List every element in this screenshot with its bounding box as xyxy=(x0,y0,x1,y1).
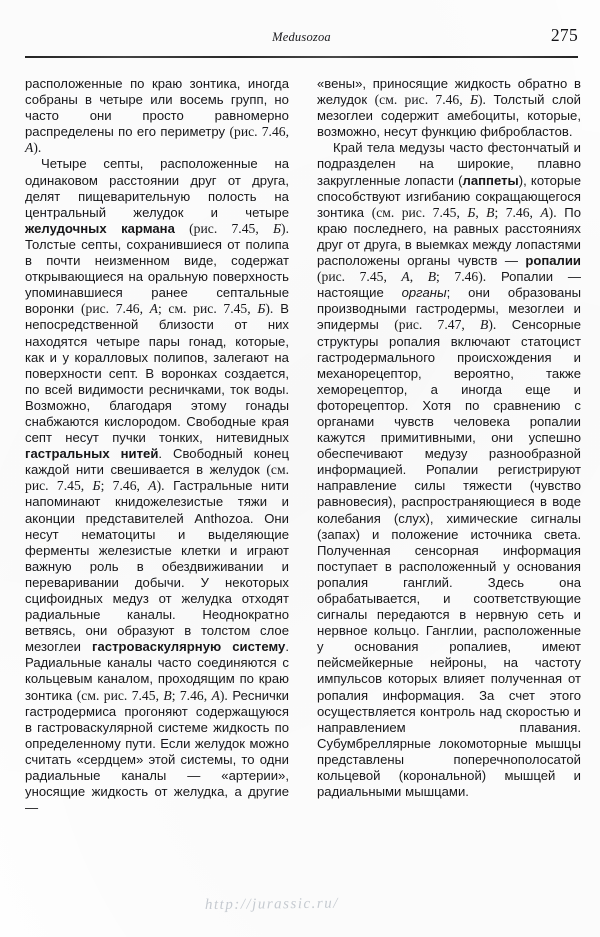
body-text: Край тела медузы часто фестончатый и подразделен на широкие, плавно закругленные лопасти ( xyxy=(317,140,581,188)
figure-reference-letter: В xyxy=(480,317,489,333)
figure-reference-letter: В xyxy=(163,687,172,703)
figure-reference: ). xyxy=(265,301,274,317)
paragraph xyxy=(317,140,581,800)
figure-reference: ; 7.46, xyxy=(171,687,212,703)
body-text: Ропалии — настоящие xyxy=(317,269,582,301)
running-head-title: Medusozoa xyxy=(272,30,331,44)
figure-reference: ; 7.46, xyxy=(494,204,541,220)
figure-reference-letter: В xyxy=(486,204,495,220)
figure-reference-letter: А xyxy=(211,687,220,703)
figure-reference: (рис. 7.46, xyxy=(229,124,289,140)
figure-reference: ). xyxy=(219,687,228,703)
running-head xyxy=(25,25,578,52)
figure-reference: (см. рис. 7.45, xyxy=(371,204,468,220)
figure-reference-letter: В xyxy=(427,269,437,285)
body-text: Гастральные нити напоминают книдожелезистые тяжи и аконции представителей Anthozoa. Они несут нематоциты и выделяющие ферменты железистые клетки и играют важную роль в обездвиживании и переваривании добычи. У некоторых сцифоидных медуз от желудка отходят радиальные каналы. Неоднократно ветвясь, они образуют в толстом слое мезоглеи xyxy=(25,478,289,655)
body-text: . Радиальные каналы часто соединяются с кольцевым каналом, проходящим по краю зонтика xyxy=(25,639,289,703)
figure-reference: ; см. рис. 7.45, xyxy=(157,301,258,317)
emphasis-bold: гастроваскулярную систему xyxy=(92,639,286,655)
figure-reference: ). xyxy=(478,92,486,108)
figure-reference: (рис. 7.45, xyxy=(174,220,273,236)
header-divider-rule xyxy=(25,56,578,58)
figure-reference: (см. рис. 7.46, xyxy=(374,92,470,108)
figure-reference-letter: Б xyxy=(92,478,101,494)
left-column xyxy=(25,76,289,816)
figure-reference-letter: А xyxy=(148,478,157,494)
figure-reference: (рис. 7.45, xyxy=(317,269,402,285)
right-column xyxy=(317,76,581,816)
figure-reference: ). xyxy=(33,140,42,156)
body-text: Толстый слой мезоглеи содержит амебоциты, которые, возможно, несут функцию фибробластов. xyxy=(317,92,581,140)
paragraph xyxy=(25,76,289,156)
figure-reference: ). xyxy=(281,220,289,236)
paragraph xyxy=(317,76,581,140)
body-text: По краю последнего, на равных расстояниях друг от друга, в выемках между лопастями расположены органы чувств — xyxy=(317,204,581,269)
emphasis-bold: гастральных нитей xyxy=(25,446,159,462)
body-text: . Свободный конец каждой нити свешивается в желудок xyxy=(25,446,289,478)
figure-reference: (см. рис. 7.45, xyxy=(25,462,289,494)
figure-reference: ). xyxy=(488,317,497,333)
emphasis-italic: органы xyxy=(401,285,447,301)
body-text: ), которые способствуют изгибанию сокращающегося зонтика xyxy=(317,172,581,220)
figure-reference: ; 7.46). xyxy=(436,269,487,285)
figure-reference-letter: Б xyxy=(469,92,478,108)
emphasis-bold: лаппеты xyxy=(462,172,519,188)
emphasis-bold: желудочных кармана xyxy=(25,220,175,236)
body-text: Сенсорные структуры ропалия включают статоцист гастродермального происхождения и механорецептор, вероятно, также хеморецептор, а иногда еще и фоторецептор. Хотя по сравнению с органами чувств человека ропалии кажутся примитивными, они успешно обеспечивают медузу разнообразной информацией. Ропалии регистрируют направление силы тяжести (чувство равновесия), распространяющиеся в воде колебания (слух), химические сигналы (запах) и положение источника света. Полученная сенсорная информация поступает в расположенный у основания ропалия ганглий. Здесь она обрабатывается, и соответствующие сигналы передаются в нервную сеть и нервное кольцо. Ганглии, расположенные у основания ропалиев, имеют пейсмейкерные нейроны, на частоту импульсов которых влияет полученная от ропалия информация. За счет этого осуществляется контроль над скоростью и направлением плавания. Субумбреллярные локомоторные мышцы представлены поперечнополосатой кольцевой (корональной) мышцей и радиальными мышцами. xyxy=(317,317,581,800)
figure-reference-letter: А xyxy=(25,140,34,156)
site-watermark: http://jurassic.ru/ xyxy=(204,895,339,914)
figure-reference-letter: Б xyxy=(272,220,282,236)
body-text: ; они образованы производными гастродермы, мезоглеи и эпидермы xyxy=(317,285,582,333)
figure-reference: (см. рис. 7.45, xyxy=(76,687,164,703)
body-text: расположенные по краю зонтика, иногда собраны в четыре или восемь групп, но часто они просто равномерно распределены по его периметру xyxy=(25,76,289,140)
emphasis-bold: ропалии xyxy=(525,253,581,269)
body-text: «вены», приносящие жидкость обратно в желудок xyxy=(317,76,581,108)
page-number: 275 xyxy=(550,25,578,45)
figure-reference: , xyxy=(409,269,428,285)
figure-reference-letter: Б xyxy=(467,204,476,220)
body-text: Реснички гастродермиса прогоняют содержащуюся в гастроваскулярной системе жидкость по определенному пути. Если желудок можно считать «сердцем» этой системы, то одни радиальные каналы — «артерии», уносящие жидкость от желудка, а другие — xyxy=(25,687,289,816)
figure-reference: , xyxy=(475,204,487,220)
figure-reference: (рис. 7.46, xyxy=(80,301,150,317)
figure-reference-letter: А xyxy=(540,204,549,220)
paragraph xyxy=(25,156,289,816)
figure-reference-letter: А xyxy=(401,269,410,285)
figure-reference-letter: А xyxy=(149,301,158,317)
figure-reference: ; 7.46, xyxy=(100,478,149,494)
body-text: В непосредственной близости от них находятся четыре пары гонад, которые, как и у коралловых полипов, залегают на поверхности септ. В воронках создается, по всей видимости ресничками, ток воды. Возможно, благодаря этому гонады снабжаются кислородом. Свободные края септ несут пучки тонких, нитевидных xyxy=(25,301,289,446)
body-text: Четыре септы, расположенные на одинаковом расстоянии друг от друга, делят пищеварительную полость на центральный желудок и четыре xyxy=(25,156,289,220)
two-column-body xyxy=(25,76,581,816)
figure-reference-letter: Б xyxy=(257,301,266,317)
body-text: Толстые септы, сохранившиеся от полипа в почти неизменном виде, содержат открывающиеся на оральную поверхность упоминавшиеся ранее септальные воронки xyxy=(25,236,289,317)
figure-reference: ). xyxy=(156,478,165,494)
figure-reference: (рис. 7.47, xyxy=(394,317,481,333)
figure-reference: ). xyxy=(548,204,557,220)
